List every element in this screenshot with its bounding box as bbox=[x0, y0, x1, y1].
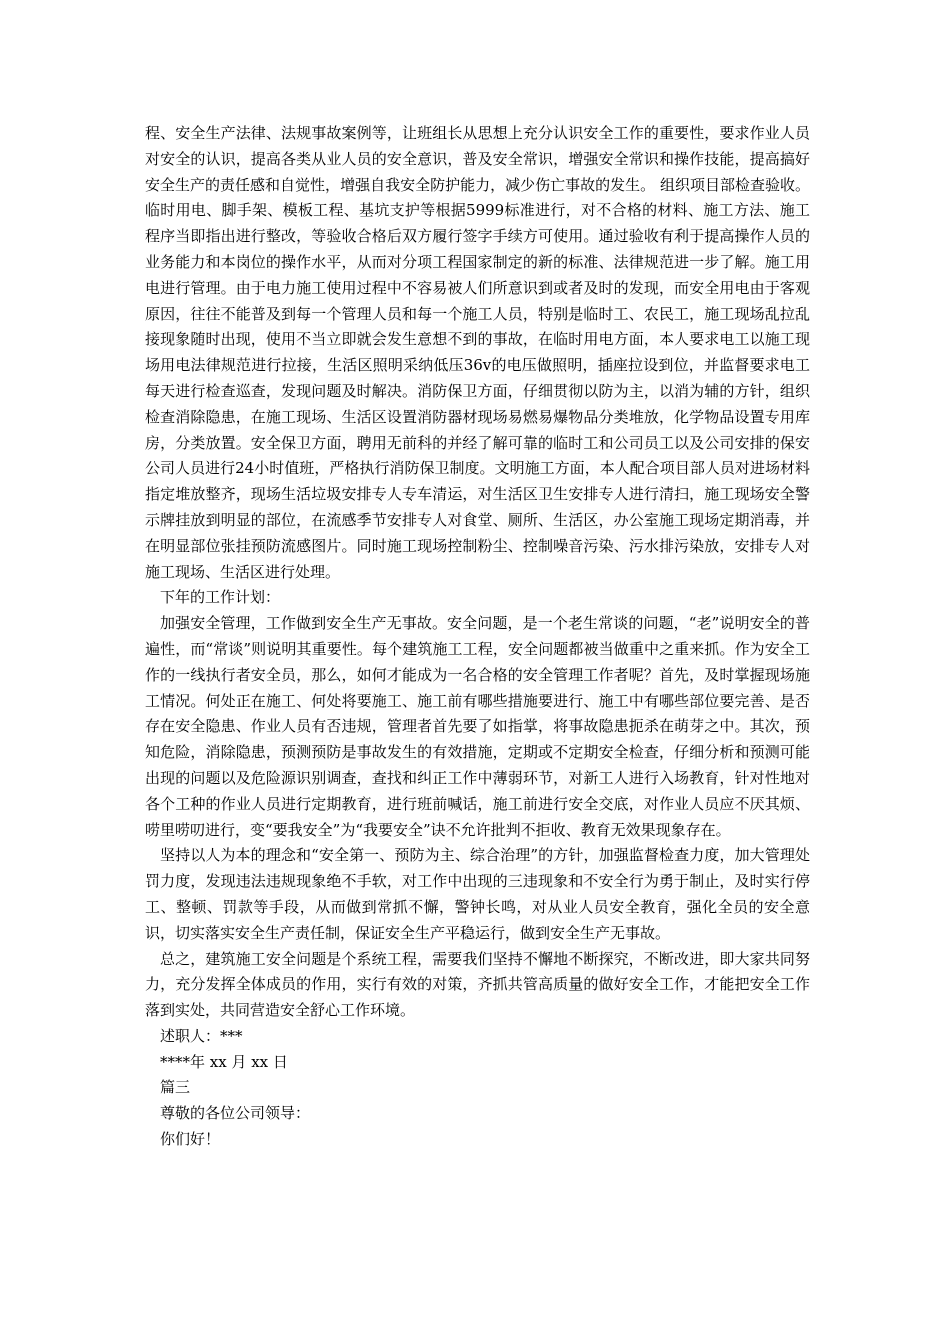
salutation-line: 尊敬的各位公司领导： bbox=[160, 1104, 311, 1123]
paragraph-strengthen-safety-management: 加强安全管理，工作做到安全生产无事故。安全问题，是一个老生常谈的问题，“老”说明安全的普遍性，而“常谈”则说明其重要性。每个建筑施工工程，安全问题都被当做重中之重来抓。作为安全工作的一线执行者安全员，那么，如何才能成为一名合格的安全管理工作者呢？首先，及时掌握现场施工情况。何处正在施工、何处将要施工、施工前有哪些措施要进行、施工中有哪些部位要完善、是否存在安全隐患、作业人员有否违规，管理者首先要了如指掌，将事故隐患扼杀在萌芽之中。其次，预知危险，消除隐患，预测预防是事故发生的有效措施，定期或不定期安全检查，仔细分析和预测可能出现的问题以及危险源识别调查，查找和纠正工作中薄弱环节，对新工人进行入场教育，针对性地对各个工种的作业人员进行定期教育，进行班前喊话，施工前进行安全交底，对作业人员应不厌其烦、唠里唠叨进行，变“要我安全”为“我要安全”诀不允许批判不拒收、教育无效果现象存在。 bbox=[145, 614, 810, 839]
paragraph-safety-work-review: 程、安全生产法律、法规事故案例等，让班组长从思想上充分认识安全工作的重要性，要求作业人员对安全的认识，提高各类从业人员的安全意识，普及安全常识，增强安全常识和操作技能，提高搞好安全生产的责任感和自觉性，增强自我安全防护能力，减少伤亡事故的发生。 组织项目部检查验收。临时用电、脚手架、模板工程、基坑支护等根据5999标准进行，对不合格的材料、施工方法、施工程序当即指出进行整改，等验收合格后双方履行签字手续方可使用。通过验收有利于提高操作人员的业务能力和本岗位的操作水平，从而对分项工程国家制定的新的标准、法律规范进一步了解。施工用电进行管理。由于电力施工使用过程中不容易被人们所意识到或者及时的发现，而安全用电由于客观原因，往往不能普及到每一个管理人员和每一个施工人员，特别是临时工、农民工，施工现场乱拉乱接现象随时出现，使用不当立即就会发生意想不到的事故，在临时用电方面，本人要求电工以施工现场用电法律规范进行拉接，生活区照明采纳低压36v的电压做照明，插座拉设到位，并监督要求电工每天进行检查巡查，发现问题及时解决。消防保卫方面，仔细贯彻以防为主，以消为辅的方针，组织检查消除隐患，在施工现场、生活区设置消防器材现场易燃易爆物品分类堆放，化学物品设置专用库房，分类放置。安全保卫方面，聘用无前科的并经了解可靠的临时工和公司员工以及公司安排的保安公司人员进行24小时值班，严格执行消防保卫制度。文明施工方面，本人配合项目部人员对进场材料指定堆放整齐，现场生活垃圾安排专人专车清运，对生活区卫生安排专人进行清扫，施工现场安全警示牌挂放到明显的部位，在流感季节安排专人对食堂、厕所、生活区，办公室施工现场定期消毒，并在明显部位张挂预防流感图片。同时施工现场控制粉尘、控制噪音污染、污水排污染放，安排专人对施工现场、生活区进行处理。 bbox=[145, 124, 810, 581]
paragraph-people-oriented-policy: 坚持以人为本的理念和“安全第一、预防为主、综合治理”的方针，加强监督检查力度，加大管理处罚力度，发现违法违规现象绝不手软，对工作中出现的三违现象和不安全行为勇于制止，及时实行停工、整顿、罚款等手段，从而做到常抓不懈，警钟长鸣，对从业人员安全教育，强化全员的安全意识，切实落实安全生产责任制，保证安全生产平稳运行，做到安全生产无事故。 bbox=[145, 846, 810, 942]
greeting-line: 你们好！ bbox=[160, 1130, 221, 1149]
date-line: ****年 xx 月 xx 日 bbox=[160, 1052, 288, 1071]
document-page bbox=[145, 121, 810, 1153]
paragraph-conclusion: 总之，建筑施工安全问题是个系统工程，需要我们坚持不懈地不断探究，不断改进，即大家共同努力，充分发挥全体成员的作用，实行有效的对策，齐抓共管高质量的做好安全工作，才能把安全工作落到实处，共同营造安全舒心工作环境。 bbox=[145, 949, 810, 1020]
section-heading: 篇三 bbox=[160, 1078, 191, 1097]
signature-line: 述职人：*** bbox=[160, 1026, 243, 1045]
paragraph-next-year-plan-heading: 下年的工作计划： bbox=[160, 588, 281, 607]
